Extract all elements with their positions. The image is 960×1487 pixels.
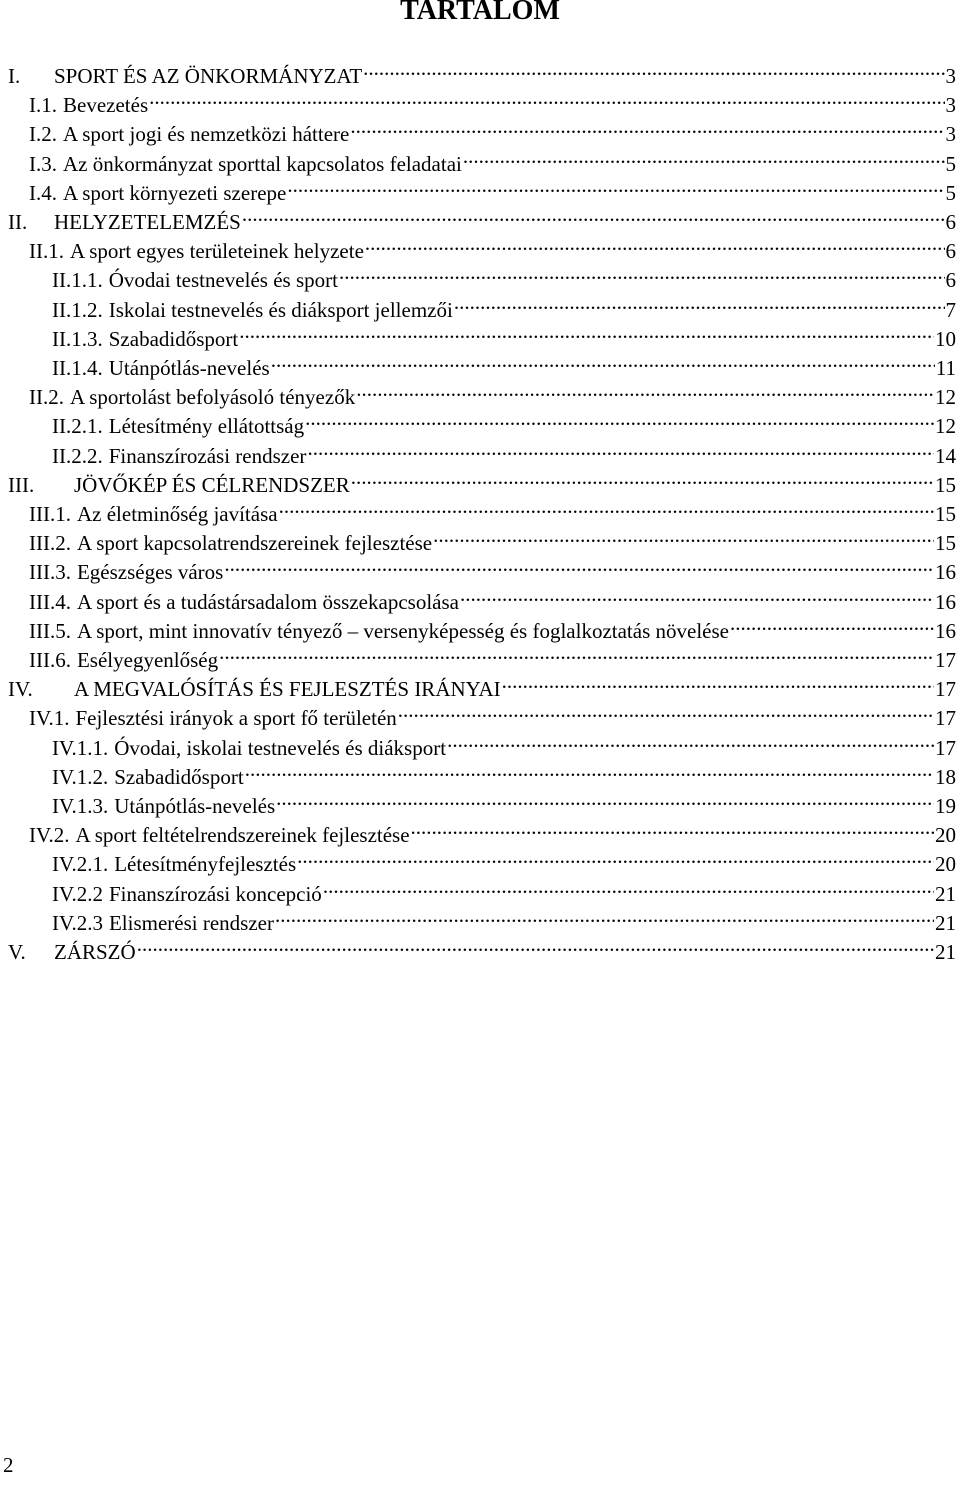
toc-entry-page: 17 <box>935 735 956 760</box>
toc-dot-leader <box>279 492 934 521</box>
toc-entry[interactable] <box>52 317 956 351</box>
toc-entry-number: V. <box>8 940 26 964</box>
toc-entry-page: 20 <box>935 823 956 848</box>
toc-entry[interactable] <box>52 404 956 439</box>
toc-entry-number: III. <box>8 472 35 497</box>
toc-entry-label: ZÁRSZÓ <box>54 940 136 964</box>
toc-entry-label: A sport egyes területeinek helyzete <box>70 239 364 264</box>
toc-entry-page: 11 <box>935 356 956 380</box>
toc-entry[interactable] <box>29 83 956 118</box>
toc-entry-label: Fejlesztési irányok a sport fő területén <box>75 706 397 731</box>
toc-dot-leader <box>242 200 945 229</box>
toc-dot-leader <box>276 784 934 813</box>
toc-entry-number: III.6. <box>29 648 71 672</box>
toc-entry-label: JÖVŐKÉP ÉS CÉLRENDSZER <box>74 472 350 497</box>
toc-entry[interactable] <box>52 784 956 818</box>
toc-entry-page: 3 <box>945 93 956 118</box>
toc-entry[interactable] <box>52 842 956 877</box>
toc-entry-number: I.1. <box>29 93 57 118</box>
toc-entry-page: 18 <box>935 764 956 789</box>
toc-entry-number: II.1. <box>29 239 64 264</box>
toc-dot-leader <box>365 229 945 258</box>
toc-dot-leader <box>323 872 934 901</box>
toc-entry[interactable] <box>29 609 956 643</box>
toc-dot-leader <box>411 813 934 842</box>
toc-dot-leader <box>356 375 934 404</box>
toc-entry[interactable] <box>29 112 956 147</box>
toc-entry-number: II.1.3. <box>52 326 103 351</box>
toc-entry[interactable] <box>52 288 956 322</box>
toc-entry[interactable] <box>29 521 956 556</box>
toc-dot-leader <box>219 638 934 667</box>
toc-entry[interactable] <box>52 346 956 380</box>
toc-entry[interactable] <box>8 200 956 234</box>
toc-entry-number: III.1. <box>29 502 71 526</box>
toc-entry-number: III.2. <box>29 531 71 556</box>
toc-dot-leader <box>463 142 945 171</box>
toc-entry-label: Óvodai testnevelés és sport <box>108 268 338 293</box>
toc-entry-page: 6 <box>945 210 956 234</box>
toc-entry-label: A sport környezeti szerepe <box>63 180 287 205</box>
toc-entry-number: II.2.2. <box>52 443 103 468</box>
toc-entry-label: Szabadidősport <box>114 764 244 789</box>
toc-entry-number: II.2.1. <box>52 414 103 439</box>
toc-entry[interactable] <box>52 901 956 935</box>
toc-entry[interactable] <box>29 550 956 585</box>
toc-entry[interactable] <box>52 726 956 760</box>
toc-entry[interactable] <box>29 229 956 264</box>
toc-dot-leader <box>398 696 934 725</box>
toc-entry[interactable] <box>52 755 956 789</box>
page-title: TARTALOM <box>400 0 560 26</box>
toc-entry-number: IV.1.1. <box>52 735 109 760</box>
toc-entry-label: SPORT ÉS AZ ÖNKORMÁNYZAT <box>54 64 363 88</box>
toc-entry-page: 15 <box>935 502 956 526</box>
toc-entry[interactable] <box>52 872 956 906</box>
toc-entry-page: 21 <box>935 910 956 935</box>
toc-entry-number: III.4. <box>29 589 71 614</box>
toc-dot-leader <box>245 755 934 784</box>
toc-entry-page: 12 <box>935 385 956 410</box>
toc-entry-page: 20 <box>935 852 956 877</box>
toc-dot-leader <box>271 346 935 375</box>
toc-entry-page: 16 <box>935 589 956 614</box>
toc-entry-page: 7 <box>945 297 956 322</box>
toc-entry-number: III.3. <box>29 560 71 585</box>
toc-entry-label: Szabadidősport <box>108 326 239 351</box>
toc-dot-leader <box>297 842 934 871</box>
toc-entry-page: 21 <box>935 940 956 964</box>
toc-dot-leader <box>339 258 945 287</box>
toc-entry-number: I.2. <box>29 122 57 147</box>
toc-dot-leader <box>502 667 934 696</box>
toc-dot-leader <box>447 726 934 755</box>
toc-dot-leader <box>433 521 934 550</box>
toc-dot-leader <box>460 580 934 609</box>
toc-entry-label: A sport jogi és nemzetközi háttere <box>63 122 350 147</box>
toc-entry-label: A sport és a tudástársadalom összekapcsolása <box>76 589 459 614</box>
toc-entry-page: 16 <box>935 560 956 585</box>
toc-entry-page: 12 <box>935 414 956 439</box>
toc-entry[interactable] <box>8 463 956 497</box>
toc-entry[interactable] <box>29 813 956 848</box>
toc-entry-label: Az életminőség javítása <box>76 502 278 526</box>
toc-dot-leader <box>454 288 945 317</box>
toc-entry[interactable] <box>29 171 956 205</box>
toc-entry-page: 14 <box>935 443 956 468</box>
page-number: 2 <box>3 1453 14 1477</box>
toc-dot-leader <box>287 171 944 200</box>
toc-entry-label: Utánpótlás-nevelés <box>114 794 276 818</box>
toc-dot-leader <box>351 463 934 492</box>
toc-entry-number: IV.1. <box>29 706 70 731</box>
toc-entry-label: Az önkormányzat sporttal kapcsolatos feladatai <box>63 151 462 176</box>
toc-entry-number: I. <box>8 64 21 88</box>
toc-entry-label: Finanszírozási rendszer <box>108 443 307 468</box>
toc-entry-label: HELYZETELEMZÉS <box>54 210 241 234</box>
toc-entry-label: Utánpótlás-nevelés <box>108 356 270 380</box>
toc-entry-number: II.1.4. <box>52 356 103 380</box>
toc-entry[interactable] <box>52 434 956 468</box>
toc-entry-page: 3 <box>945 122 956 147</box>
toc-entry-number: II.2. <box>29 385 64 410</box>
toc-entry-page: 21 <box>935 881 956 906</box>
toc-entry-number: IV.2.1. <box>52 852 109 877</box>
toc-entry-page: 5 <box>945 180 956 205</box>
toc-entry[interactable] <box>8 667 956 702</box>
toc-entry[interactable] <box>29 696 956 731</box>
toc-entry-page: 17 <box>935 648 956 672</box>
toc-dot-leader <box>307 434 934 463</box>
toc-entry-page: 19 <box>935 794 956 818</box>
toc-entry-label: Elismerési rendszer <box>108 910 274 935</box>
toc-entry-page: 16 <box>935 618 956 643</box>
toc-entry[interactable] <box>29 580 956 614</box>
toc-entry[interactable] <box>29 142 956 176</box>
toc-entry-number: II.1.2. <box>52 297 103 322</box>
toc-entry-number: I.4. <box>29 180 57 205</box>
toc-entry[interactable] <box>8 54 956 88</box>
toc-entry-number: II. <box>8 210 28 234</box>
toc-entry-number: II.1.1. <box>52 268 103 293</box>
toc-dot-leader <box>305 404 934 433</box>
toc-dot-leader <box>224 550 934 579</box>
toc-entry-number: IV. <box>8 677 33 702</box>
toc-dot-leader <box>239 317 934 346</box>
toc-entry-number: IV.2.2 <box>52 881 103 906</box>
toc-entry-number: IV.2.3 <box>52 910 103 935</box>
toc-entry-label: Óvodai, iskolai testnevelés és diáksport <box>114 735 447 760</box>
toc-dot-leader <box>149 83 944 112</box>
toc-entry-number: IV.1.3. <box>52 794 109 818</box>
toc-entry-page: 17 <box>935 677 956 702</box>
toc-entry[interactable] <box>29 638 956 672</box>
toc-entry-number: I.3. <box>29 151 57 176</box>
toc-entry-label: Iskolai testnevelés és diáksport jellemzői <box>108 297 453 322</box>
toc-entry-page: 6 <box>945 268 956 293</box>
toc-entry-label: Bevezetés <box>63 93 149 118</box>
toc-entry-label: A sport kapcsolatrendszereinek fejlesztése <box>76 531 433 556</box>
toc-entry-label: A sportolást befolyásoló tényezők <box>70 385 356 410</box>
toc-entry-label: A MEGVALÓSÍTÁS ÉS FEJLESZTÉS IRÁNYAI <box>74 677 501 702</box>
toc-entry-label: Létesítmény ellátottság <box>108 414 305 439</box>
toc-dot-leader <box>730 609 934 638</box>
toc-entry-label: A sport feltételrendszereinek fejlesztése <box>75 823 410 848</box>
toc-entry-label: Egészséges város <box>76 560 224 585</box>
toc-dot-leader <box>137 930 934 959</box>
toc-entry-page: 17 <box>935 706 956 731</box>
toc-entry-page: 3 <box>945 64 956 88</box>
toc-entry[interactable] <box>52 258 956 293</box>
toc-entry-page: 10 <box>935 326 956 351</box>
toc-entry-number: III.5. <box>29 618 71 643</box>
toc-entry-label: Finanszírozási koncepció <box>108 881 322 906</box>
toc-entry-page: 6 <box>945 239 956 264</box>
toc-dot-leader <box>350 112 944 141</box>
toc-entry-number: IV.2. <box>29 823 70 848</box>
toc-dot-leader <box>363 54 944 83</box>
toc-entry-label: Esélyegyenlőség <box>76 648 219 672</box>
toc-entry-page: 15 <box>935 472 956 497</box>
toc-entry-label: A sport, mint innovatív tényező – versenyképesség és foglalkoztatás növelése <box>76 618 729 643</box>
toc-entry-label: Létesítményfejlesztés <box>114 852 297 877</box>
toc-entry[interactable] <box>29 375 956 410</box>
toc-dot-leader <box>275 901 934 930</box>
toc-entry[interactable] <box>8 930 956 964</box>
toc-entry-page: 5 <box>945 151 956 176</box>
toc-entry[interactable] <box>29 492 956 526</box>
toc-entry-page: 15 <box>935 531 956 556</box>
toc-entry-number: IV.1.2. <box>52 764 109 789</box>
